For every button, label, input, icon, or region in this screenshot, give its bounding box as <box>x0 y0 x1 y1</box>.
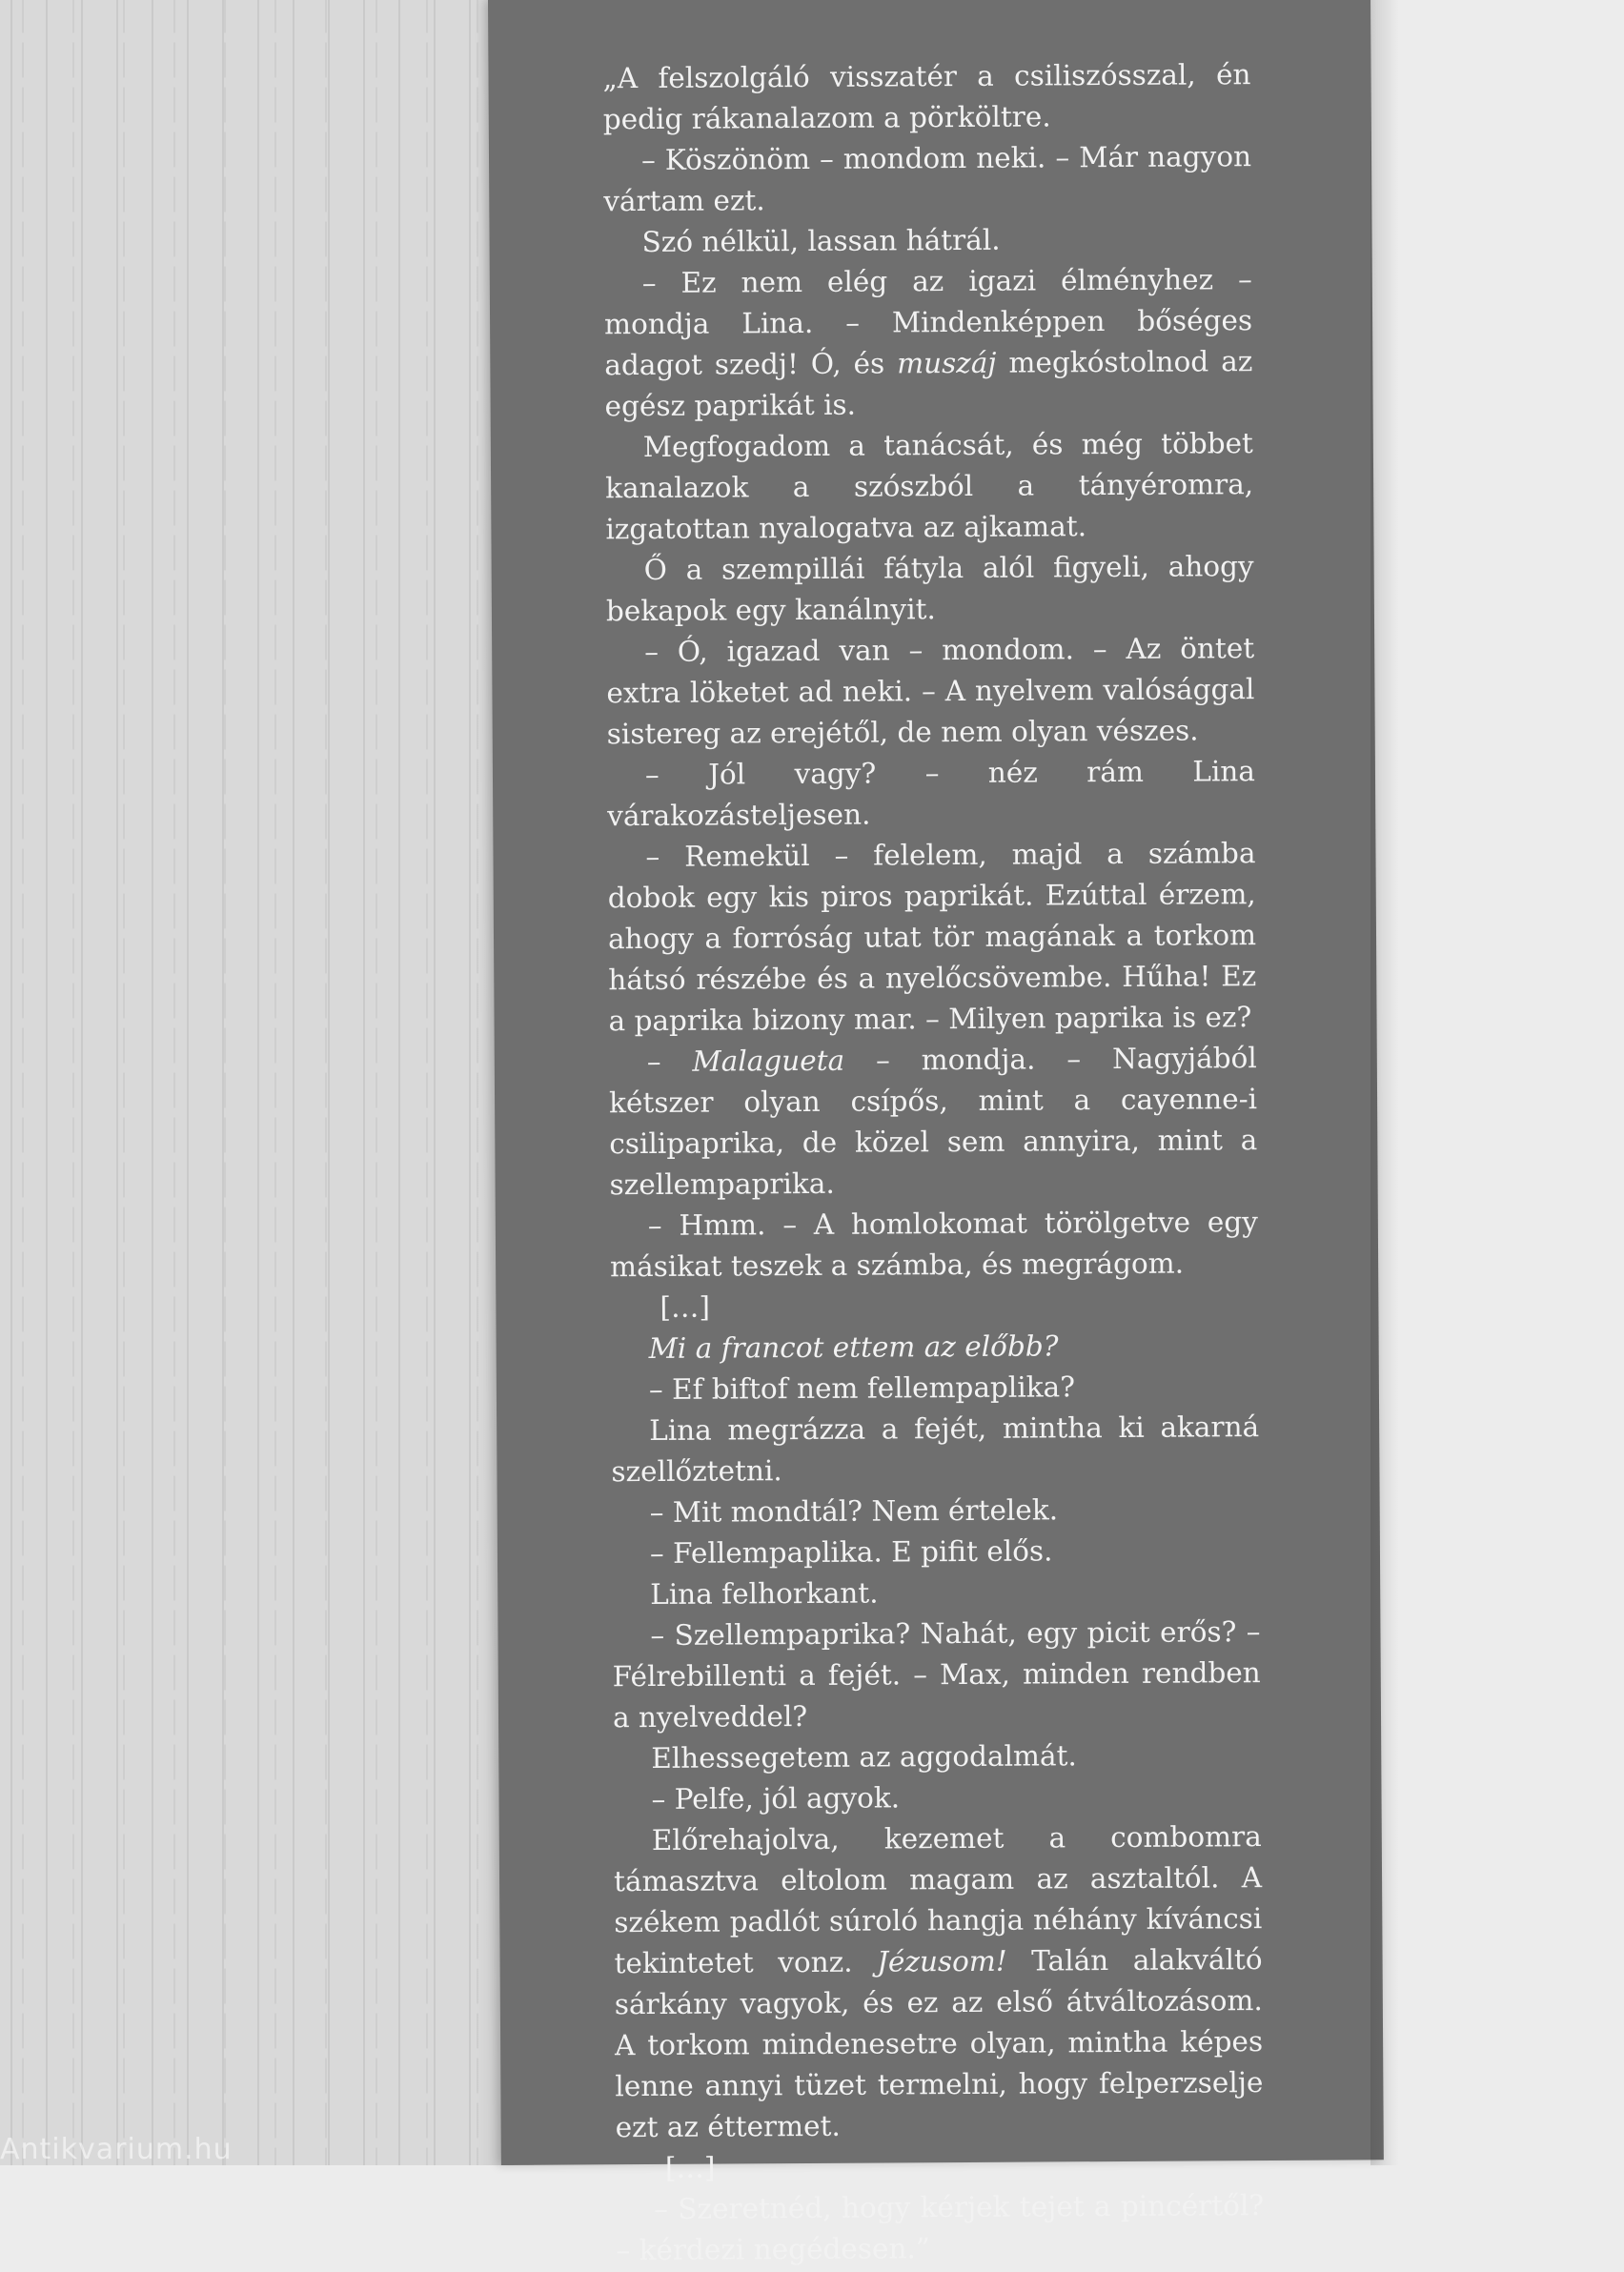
book-back-cover-panel <box>488 0 1384 2267</box>
excerpt-text-span: – mondja. – Nagyjából kétszer olyan csípős, mint a cayenne-i csilipaprika, de közel sem annyira, mint a szellempaprika. <box>608 1042 1258 1202</box>
excerpt-paragraph: Megfogadom a tanácsát, és még többet kanalazok a szószból a tányéromra, izgatottan nyalogatva az ajkamat. <box>605 427 1254 546</box>
excerpt-paragraph: – Ó, igazad van – mondom. – Az öntet extra löketet ad neki. – A nyelvem valósággal sistereg az erejétől, de nem olyan vészes. <box>606 632 1255 751</box>
excerpt-text-span: Talán alakváltó sárkány vagyok, és ez az első átváltozásom. A torkom mindenesetre olyan, mintha képes lenne annyi tüzet termelni, hogy felperzselje ezt az éttermet. <box>614 1943 1264 2144</box>
wood-surface-background <box>0 0 534 2165</box>
excerpt-text-block <box>602 54 1264 2271</box>
panel-right-shadow <box>1370 0 1399 2165</box>
excerpt-paragraph <box>609 1038 1258 1206</box>
excerpt-paragraph: Szó nélkül, lassan hátrál. <box>641 223 1001 259</box>
excerpt-paragraph: – Jól vagy? – néz rám Lina várakozásteljesen. <box>607 755 1256 833</box>
excerpt-italic-span: Mi a francot ettem az előbb? <box>648 1329 1059 1365</box>
excerpt-paragraph: – Pelfe, jól agyok. <box>651 1781 901 1816</box>
excerpt-italic-span: Malagueta <box>692 1044 845 1078</box>
excerpt-paragraph <box>611 1325 1259 1369</box>
excerpt-text-span: Előrehajolva, kezemet a combomra támasztva eltolom magam az asztaltól. A székem padlót súroló hangja néhány kíváncsi tekintetet vonz. <box>613 1820 1263 1980</box>
excerpt-paragraph: – Ef biftof nem fellempaplika? <box>648 1370 1076 1406</box>
excerpt-paragraph: – Hmm. – A homlokomat törölgetve egy másikat teszek a számba, és megrágom. <box>610 1206 1258 1284</box>
excerpt-paragraph: Lina megrázza a fejét, mintha ki akarná szellőztetni. <box>611 1410 1260 1489</box>
excerpt-paragraph <box>604 259 1253 427</box>
excerpt-paragraph: – Remekül – felelem, majd a számba dobok egy kis piros paprikát. Ezúttal érzem, ahogy a forróság utat tör magának a torkom hátsó részébe és a nyelőcsövembe. Hűha! Ez a paprika bizony mar. – Milyen paprika is ez? <box>607 837 1257 1038</box>
excerpt-paragraph: – Szeretnéd, hogy kérjek tejet a pincértől? – kérdezi negédesen.” <box>616 2189 1265 2267</box>
excerpt-ellipsis: […] <box>664 2151 716 2184</box>
excerpt-paragraph: Lina felhorkant. <box>650 1576 879 1611</box>
excerpt-paragraph: – Fellempaplika. E pifit elős. <box>649 1534 1053 1570</box>
excerpt-text-span: – <box>646 1045 693 1079</box>
excerpt-ellipsis: […] <box>660 1290 711 1324</box>
excerpt-paragraph: „A felszolgáló visszatér a csiliszósszal, én pedig rákanalazom a pörköltre. <box>602 58 1251 136</box>
excerpt-paragraph: – Köszönöm – mondom neki. – Már nagyon vártam ezt. <box>603 140 1252 218</box>
excerpt-paragraph: – Szellempaprika? Nahát, egy picit erős? – Félrebillenti a fejét. – Max, minden rendben a nyelveddel? <box>612 1615 1261 1734</box>
excerpt-text-span: megkóstolnod az egész paprikát is. <box>604 345 1253 423</box>
excerpt-paragraph <box>614 1816 1264 2148</box>
excerpt-paragraph: Elhessegetem az aggodalmát. <box>651 1739 1077 1775</box>
excerpt-paragraph: – Mit mondtál? Nem értelek. <box>649 1493 1059 1529</box>
excerpt-text-span: – Ez nem elég az igazi élményhez – mondja Lina. – Mindenképpen bőséges adagot szedj! Ó, és <box>603 263 1253 382</box>
excerpt-paragraph: Ő a szempillái fátyla alól figyeli, ahogy bekapok egy kanálnyit. <box>605 550 1254 628</box>
watermark-text: Antikvarium.hu <box>0 2133 233 2166</box>
excerpt-italic-span: Jézusom! <box>877 1944 1007 1978</box>
excerpt-italic-span: muszáj <box>897 346 997 380</box>
